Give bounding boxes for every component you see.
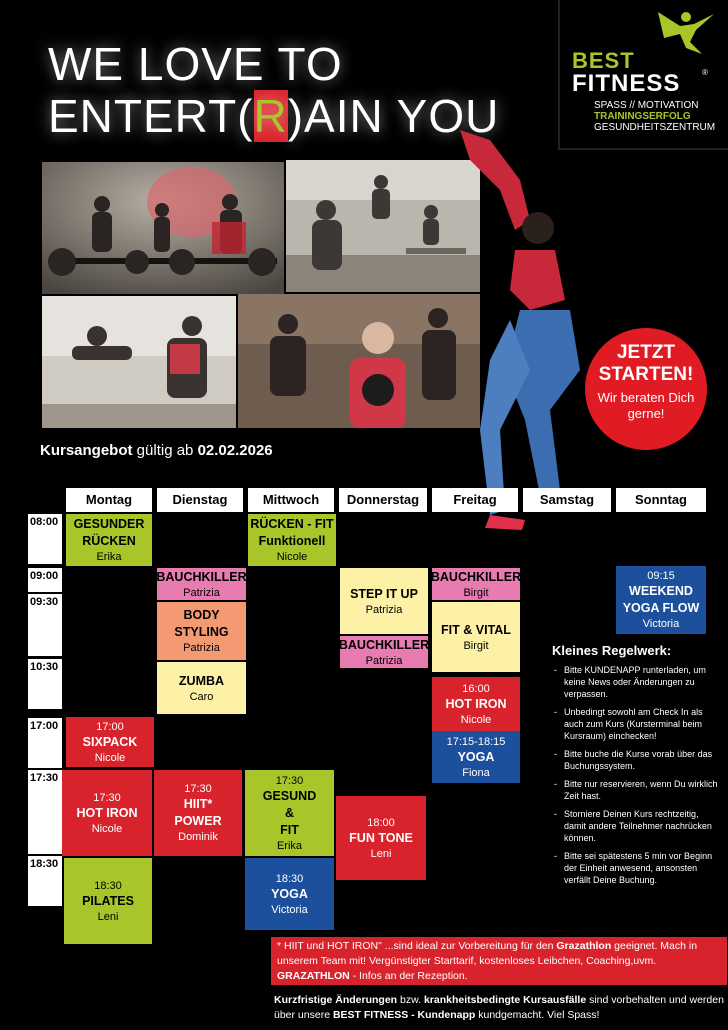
notice-bold: Grazathlon <box>556 940 612 952</box>
class-name: BODY <box>183 608 220 622</box>
notice-text: - Infos an der Rezeption. <box>349 970 468 982</box>
class-name: & <box>284 805 295 820</box>
foot-bold: krankheitsbedingte Kursausfälle <box>423 994 587 1006</box>
class-trainer: Birgit <box>463 639 489 652</box>
class-name: HIIT* <box>183 797 213 811</box>
cta-line1: JETZT <box>616 342 676 363</box>
class-name: BAUCHKILLER <box>338 637 430 652</box>
class-weekend-yoga-flow[interactable] <box>616 566 706 634</box>
logo-best: BEST <box>572 48 635 73</box>
day-thursday: Donnerstag <box>339 488 427 512</box>
class-trainer: Nicole <box>460 713 492 726</box>
kurs-label: Kursangebot <box>40 442 133 459</box>
foot-bold: Kurzfristige Änderungen <box>274 994 398 1006</box>
day-friday: Freitag <box>432 488 518 512</box>
kurs-mid: gültig ab <box>132 442 198 459</box>
class-time: 18:30 <box>94 879 122 892</box>
class-time: 09:15 <box>647 570 675 582</box>
class-name: POWER <box>174 814 222 828</box>
rule-item: - Bitte buche die Kurse vorab über das Buchungssystem. <box>552 748 722 772</box>
class-name: FUN TONE <box>349 830 413 845</box>
foot-bold: BEST FITNESS - Kundenapp <box>332 1009 476 1021</box>
grazathlon-notice <box>271 937 727 985</box>
class-trainer: Dominik <box>178 831 218 843</box>
class-name: HOT IRON <box>445 696 507 711</box>
headline-line1: WE LOVE TO <box>48 38 343 90</box>
class-trainer: Birgit <box>463 586 489 599</box>
foot-text: kundgemacht. Viel Spass! <box>475 1009 600 1021</box>
class-body-styling[interactable] <box>157 602 246 660</box>
class-time: 17:00 <box>96 720 124 733</box>
rule-item: - Unbedingt sowohl am Check In als auch zum Kurs (Kursterminal beim Kursraum) einchecken! <box>552 706 722 742</box>
logo-fitness: FITNESS <box>572 70 681 97</box>
class-time: 17:30 <box>184 783 212 795</box>
rule-item: - Storniere Deinen Kurs rechtzeitig, damit andere Teilnehmer nachrücken können. <box>552 808 722 844</box>
class-name: HOT IRON <box>76 805 138 820</box>
class-trainer: Victoria <box>642 618 680 630</box>
class-zumba[interactable] <box>157 662 246 714</box>
notice-text: geeignet. Mach in unserem Team mit! Vergünstigter Starttarif, kostenloses Leibchen, Coaching,uvm. <box>277 940 698 967</box>
cta-sub2: gerne! <box>627 406 665 421</box>
class-bauchkiller-friday[interactable] <box>432 568 520 600</box>
class-fun-tone[interactable] <box>336 796 426 880</box>
headline-part: )AIN YOU <box>287 90 500 142</box>
time-0800: 08:00 <box>28 514 62 564</box>
class-name: YOGA <box>457 749 495 764</box>
class-name: RÜCKEN <box>82 534 136 548</box>
class-name: SIXPACK <box>82 734 138 749</box>
class-pilates[interactable] <box>64 858 152 944</box>
class-time: 17:30 <box>93 791 121 804</box>
headline-r: R <box>253 90 288 142</box>
class-name: YOGA <box>271 886 308 901</box>
class-trainer: Fiona <box>462 766 490 779</box>
class-trainer: Erika <box>96 551 122 563</box>
time-0930: 09:30 <box>28 594 62 656</box>
rule-item: - Bitte sei spätestens 5 min vor Beginn der Einheit anwesend, ansonsten verfällt Deine Buchung. <box>552 850 722 886</box>
class-time: 16:00 <box>462 682 490 695</box>
class-yoga-friday[interactable] <box>432 731 520 783</box>
class-trainer: Patrizia <box>365 654 403 667</box>
class-trainer: Leni <box>370 847 392 860</box>
logo-tag1: SPASS // MOTIVATION <box>594 100 699 111</box>
course-validity <box>40 442 273 459</box>
rule-item: - Bitte KUNDENAPP runterladen, um keine News oder Änderungen zu verpassen. <box>552 664 722 700</box>
cta-line2: STARTEN! <box>598 364 694 385</box>
time-1700: 17:00 <box>28 718 62 768</box>
class-gesund-fit[interactable] <box>245 770 334 856</box>
class-trainer: Erika <box>276 839 303 852</box>
class-name: GESUND <box>262 788 317 803</box>
cta-sub1: Wir beraten Dich <box>597 390 695 405</box>
foot-text: bzw. <box>397 994 424 1006</box>
class-time: 17:30 <box>275 774 304 787</box>
class-trainer: Patrizia <box>365 603 403 616</box>
photo-kettlebell-group <box>42 162 284 294</box>
class-trainer: Victoria <box>271 903 308 916</box>
rules-panel <box>552 643 722 892</box>
day-monday: Montag <box>66 488 152 512</box>
class-name: ZUMBA <box>178 673 225 688</box>
day-sunday: Sonntag <box>616 488 706 512</box>
time-1730: 17:30 <box>28 770 62 854</box>
class-hiit-power[interactable] <box>154 770 242 856</box>
class-time: 18:00 <box>367 816 395 829</box>
notice-text: * HIIT und HOT IRON" ...sind ideal zur Vorbereitung für den <box>277 940 557 952</box>
class-name: FIT & VITAL <box>441 622 511 637</box>
photo-partner-plank <box>42 296 236 428</box>
rules-title: Kleines Regelwerk: <box>552 643 672 658</box>
day-wednesday: Mittwoch <box>248 488 334 512</box>
class-name: WEEKEND <box>629 584 693 598</box>
class-bauchkiller-thursday[interactable] <box>340 636 428 668</box>
time-0900: 09:00 <box>28 568 62 592</box>
class-trainer: Patrizia <box>183 586 220 599</box>
class-step-it-up[interactable] <box>340 568 428 634</box>
class-time: 18:30 <box>275 872 304 885</box>
class-trainer: Nicole <box>91 822 123 835</box>
class-name: BAUCHKILLER <box>430 569 522 584</box>
foot-text: sind vorbehalten und werden über unsere <box>274 994 724 1021</box>
class-trainer: Nicole <box>276 551 308 563</box>
day-saturday: Samstag <box>523 488 611 512</box>
logo-tag2: TRAININGSERFOLG <box>594 111 691 122</box>
class-time: 17:15-18:15 <box>446 735 506 748</box>
athlete-jumping-illustration <box>430 110 590 550</box>
class-name: PILATES <box>82 893 134 908</box>
day-tuesday: Dienstag <box>157 488 243 512</box>
jumping-figure-icon <box>650 8 720 58</box>
class-name: STYLING <box>174 625 229 639</box>
start-now-badge[interactable] <box>585 328 707 450</box>
time-1030: 10:30 <box>28 659 62 709</box>
class-bauchkiller-tuesday[interactable] <box>157 568 246 600</box>
class-name: GESUNDER <box>73 517 145 531</box>
logo-tag3: GESUNDHEITSZENTRUM <box>594 122 716 133</box>
class-ruecken-fit[interactable] <box>248 514 336 566</box>
kurs-date: 02.02.2026 <box>197 442 273 459</box>
logo-reg: ® <box>702 68 708 77</box>
notice-bold: GRAZATHLON <box>277 970 350 982</box>
class-hot-iron-friday[interactable] <box>432 677 520 731</box>
class-name: Funktionell <box>258 534 326 548</box>
class-name: STEP IT UP <box>350 586 418 601</box>
headline-part: ENTERT( <box>48 90 254 142</box>
class-trainer: Leni <box>97 910 119 923</box>
class-trainer: Patrizia <box>183 642 220 654</box>
time-1830: 18:30 <box>28 856 62 906</box>
class-name: FIT <box>280 822 299 837</box>
class-sixpack[interactable] <box>66 717 154 767</box>
class-name: RÜCKEN - FIT <box>250 517 334 531</box>
footer-note <box>274 993 728 1023</box>
class-hot-iron-monday[interactable] <box>62 770 152 856</box>
class-yoga-wednesday[interactable] <box>245 858 334 930</box>
class-name: BAUCHKILLER <box>156 569 247 584</box>
class-gesunder-ruecken[interactable] <box>66 514 152 566</box>
class-name: YOGA FLOW <box>622 601 700 615</box>
class-trainer: Nicole <box>94 751 126 764</box>
rule-item: - Bitte nur reservieren, wenn Du wirklich Zeit hast. <box>552 778 722 802</box>
class-fit-vital[interactable] <box>432 602 520 672</box>
class-trainer: Caro <box>189 690 214 703</box>
